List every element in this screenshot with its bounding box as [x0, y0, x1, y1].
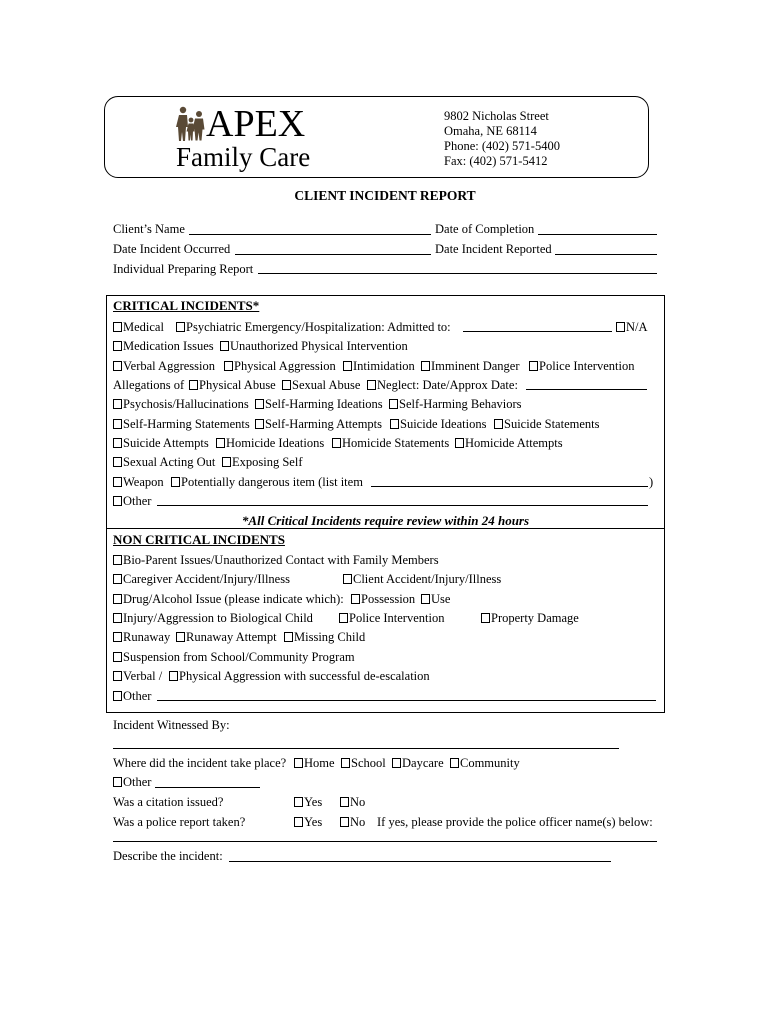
- checkbox[interactable]: [113, 671, 122, 681]
- cb-drug-alcohol[interactable]: Drug/Alcohol Issue (please indicate which):: [113, 592, 344, 606]
- cb-report-no[interactable]: No: [340, 815, 365, 829]
- cb-use[interactable]: Use: [421, 592, 450, 606]
- cb-phys-deescalation[interactable]: Physical Aggression with successful de-escalation: [169, 669, 430, 683]
- date-completion-field[interactable]: [538, 234, 657, 235]
- police-report-label: Was a police report taken?: [113, 815, 246, 829]
- cb-sh-ideations[interactable]: Self-Harming Ideations: [255, 397, 383, 411]
- cb-sh-statements[interactable]: Self-Harming Statements: [113, 417, 250, 431]
- checkbox[interactable]: [113, 613, 122, 623]
- cb-community[interactable]: Community: [450, 756, 520, 770]
- checkbox[interactable]: [284, 632, 293, 642]
- date-reported-label: Date Incident Reported: [435, 242, 552, 256]
- client-name-field[interactable]: [189, 234, 431, 235]
- cb-police-intervention[interactable]: Police Intervention: [529, 359, 634, 373]
- dangerous-item-field[interactable]: [371, 486, 648, 487]
- checkbox[interactable]: [450, 758, 459, 768]
- preparer-field[interactable]: [258, 273, 657, 274]
- cb-sexual-acting-out[interactable]: Sexual Acting Out: [113, 455, 215, 469]
- cb-caregiver-accident[interactable]: Caregiver Accident/Injury/Illness: [113, 572, 290, 586]
- checkbox[interactable]: [343, 361, 352, 371]
- cb-dangerous-item[interactable]: Potentially dangerous item (list item: [171, 475, 363, 489]
- cb-psychosis[interactable]: Psychosis/Hallucinations: [113, 397, 249, 411]
- checkbox[interactable]: [481, 613, 490, 623]
- checkbox[interactable]: [222, 457, 231, 467]
- checkbox[interactable]: [339, 613, 348, 623]
- checkbox[interactable]: [341, 758, 350, 768]
- cb-runaway-attempt[interactable]: Runaway Attempt: [176, 630, 277, 644]
- checkbox[interactable]: [351, 594, 360, 604]
- checkbox[interactable]: [389, 399, 398, 409]
- checkbox[interactable]: [390, 419, 399, 429]
- cb-hom-statements[interactable]: Homicide Statements: [332, 436, 449, 450]
- noncritical-heading: NON CRITICAL INCIDENTS: [113, 532, 285, 547]
- date-completion-label: Date of Completion: [435, 222, 535, 236]
- where-label: Where did the incident take place?: [113, 756, 287, 770]
- where-other-field[interactable]: [155, 787, 260, 788]
- witnessed-label: Incident Witnessed By:: [113, 718, 230, 732]
- checkbox[interactable]: [340, 817, 349, 827]
- checkbox[interactable]: [216, 438, 225, 448]
- neglect-date-field[interactable]: [526, 389, 647, 390]
- cb-bio-parent[interactable]: Bio-Parent Issues/Unauthorized Contact with Family Members: [113, 553, 439, 567]
- cb-intimidation[interactable]: Intimidation: [343, 359, 415, 373]
- checkbox[interactable]: [113, 361, 122, 371]
- checkbox[interactable]: [255, 419, 264, 429]
- checkbox[interactable]: [113, 555, 122, 565]
- address-line2: Omaha, NE 68114: [444, 124, 537, 138]
- cb-runaway[interactable]: Runaway: [113, 630, 170, 644]
- cb-hom-attempts[interactable]: Homicide Attempts: [455, 436, 563, 450]
- checkbox[interactable]: [367, 380, 376, 390]
- cb-property-damage[interactable]: Property Damage: [481, 611, 579, 625]
- cb-sh-behaviors[interactable]: Self-Harming Behaviors: [389, 397, 522, 411]
- checkbox[interactable]: [255, 399, 264, 409]
- checkbox[interactable]: [113, 594, 122, 604]
- checkbox[interactable]: [169, 671, 178, 681]
- logo-sub-text: Family Care: [176, 142, 311, 172]
- checkbox[interactable]: [113, 632, 122, 642]
- checkbox[interactable]: [113, 652, 122, 662]
- page-title: CLIENT INCIDENT REPORT: [294, 188, 476, 203]
- cb-sui-ideations[interactable]: Suicide Ideations: [390, 417, 486, 431]
- checkbox[interactable]: [494, 419, 503, 429]
- checkbox[interactable]: [113, 496, 122, 506]
- cb-daycare[interactable]: Daycare: [392, 756, 444, 770]
- cb-verbal-aggression[interactable]: Verbal Aggression: [113, 359, 215, 373]
- citation-label: Was a citation issued?: [113, 795, 224, 809]
- date-reported-field[interactable]: [555, 254, 657, 255]
- cb-verbal[interactable]: Verbal /: [113, 669, 162, 683]
- cb-home[interactable]: Home: [294, 756, 335, 770]
- fax-text: Fax: (402) 571-5412: [444, 154, 548, 168]
- checkbox[interactable]: [294, 758, 303, 768]
- cb-sh-attempts[interactable]: Self-Harming Attempts: [255, 417, 382, 431]
- critical-other-field[interactable]: [157, 505, 648, 506]
- checkbox[interactable]: [421, 361, 430, 371]
- checkbox[interactable]: [343, 574, 352, 584]
- cb-hom-ideations[interactable]: Homicide Ideations: [216, 436, 324, 450]
- cb-suspension[interactable]: Suspension from School/Community Program: [113, 650, 355, 664]
- checkbox[interactable]: [113, 477, 122, 487]
- cb-school[interactable]: School: [341, 756, 386, 770]
- cb-physical-aggression[interactable]: Physical Aggression: [224, 359, 336, 373]
- describe-field[interactable]: [229, 861, 611, 862]
- checkbox[interactable]: [113, 419, 122, 429]
- cb-injury-bio-child[interactable]: Injury/Aggression to Biological Child: [113, 611, 313, 625]
- nc-other-field[interactable]: [157, 700, 656, 701]
- checkbox[interactable]: [113, 399, 122, 409]
- checkbox[interactable]: [113, 777, 122, 787]
- checkbox[interactable]: [421, 594, 430, 604]
- checkbox[interactable]: [224, 361, 233, 371]
- checkbox[interactable]: [113, 341, 122, 351]
- checkbox[interactable]: [282, 380, 291, 390]
- cb-possession[interactable]: Possession: [351, 592, 415, 606]
- cb-exposing-self[interactable]: Exposing Self: [222, 455, 302, 469]
- checkbox[interactable]: [455, 438, 464, 448]
- checkbox[interactable]: [113, 457, 122, 467]
- admitted-to-field[interactable]: [463, 331, 612, 332]
- checkbox[interactable]: [176, 322, 185, 332]
- logo-main-text: APEX: [206, 103, 306, 145]
- checkbox[interactable]: [529, 361, 538, 371]
- cb-report-yes[interactable]: Yes: [294, 815, 322, 829]
- cb-nc-other[interactable]: Other: [113, 689, 151, 703]
- witnessed-field[interactable]: [113, 748, 619, 749]
- checkbox[interactable]: [113, 322, 122, 332]
- cb-client-accident[interactable]: Client Accident/Injury/Illness: [343, 572, 501, 586]
- checkbox[interactable]: [340, 797, 349, 807]
- cb-neglect[interactable]: Neglect: Date/Approx Date:: [367, 378, 518, 392]
- cb-critical-other[interactable]: Other: [113, 494, 151, 508]
- describe-label: Describe the incident:: [113, 849, 223, 863]
- officer-name-field[interactable]: [113, 841, 657, 842]
- cb-nc-police[interactable]: Police Intervention: [339, 611, 444, 625]
- cb-sui-attempts[interactable]: Suicide Attempts: [113, 436, 209, 450]
- checkbox[interactable]: [176, 632, 185, 642]
- cb-sexual-abuse[interactable]: Sexual Abuse: [282, 378, 360, 392]
- client-name-label: Client’s Name: [113, 222, 185, 236]
- checkbox[interactable]: [113, 691, 122, 701]
- checkbox[interactable]: [189, 380, 198, 390]
- cb-weapon[interactable]: Weapon: [113, 475, 164, 489]
- address-line1: 9802 Nicholas Street: [444, 109, 549, 123]
- cb-medical[interactable]: Medical: [113, 320, 164, 334]
- checkbox[interactable]: [294, 797, 303, 807]
- cb-unauthorized-physical[interactable]: Unauthorized Physical Intervention: [220, 339, 408, 353]
- if-yes-text: If yes, please provide the police officer name(s) below:: [377, 815, 653, 829]
- cb-citation-yes[interactable]: Yes: [294, 795, 322, 809]
- checkbox[interactable]: [392, 758, 401, 768]
- preparer-label: Individual Preparing Report: [113, 262, 254, 276]
- cb-sui-statements[interactable]: Suicide Statements: [494, 417, 599, 431]
- critical-heading: CRITICAL INCIDENTS*: [113, 298, 260, 313]
- close-paren: ): [649, 475, 654, 489]
- section-divider: [106, 528, 665, 529]
- checkbox[interactable]: [616, 322, 625, 332]
- cb-medication[interactable]: Medication Issues: [113, 339, 214, 353]
- cb-missing-child[interactable]: Missing Child: [284, 630, 365, 644]
- cb-na[interactable]: N/A: [616, 320, 648, 334]
- cb-imminent-danger[interactable]: Imminent Danger: [421, 359, 520, 373]
- checkbox[interactable]: [113, 574, 122, 584]
- cb-psychiatric[interactable]: Psychiatric Emergency/Hospitalization: Admitted to:: [176, 320, 451, 334]
- checkbox[interactable]: [294, 817, 303, 827]
- checkbox[interactable]: [171, 477, 180, 487]
- family-logo-icon: [176, 106, 206, 142]
- date-occurred-field[interactable]: [235, 254, 431, 255]
- cb-citation-no[interactable]: No: [340, 795, 365, 809]
- cb-physical-abuse[interactable]: Physical Abuse: [189, 378, 276, 392]
- checkbox[interactable]: [113, 438, 122, 448]
- critical-note: *All Critical Incidents require review within 24 hours: [241, 513, 530, 528]
- checkbox[interactable]: [332, 438, 341, 448]
- checkbox[interactable]: [220, 341, 229, 351]
- phone-text: Phone: (402) 571-5400: [444, 139, 560, 153]
- cb-where-other[interactable]: Other: [113, 775, 151, 789]
- allegations-label: Allegations of: [113, 378, 185, 392]
- date-occurred-label: Date Incident Occurred: [113, 242, 231, 256]
